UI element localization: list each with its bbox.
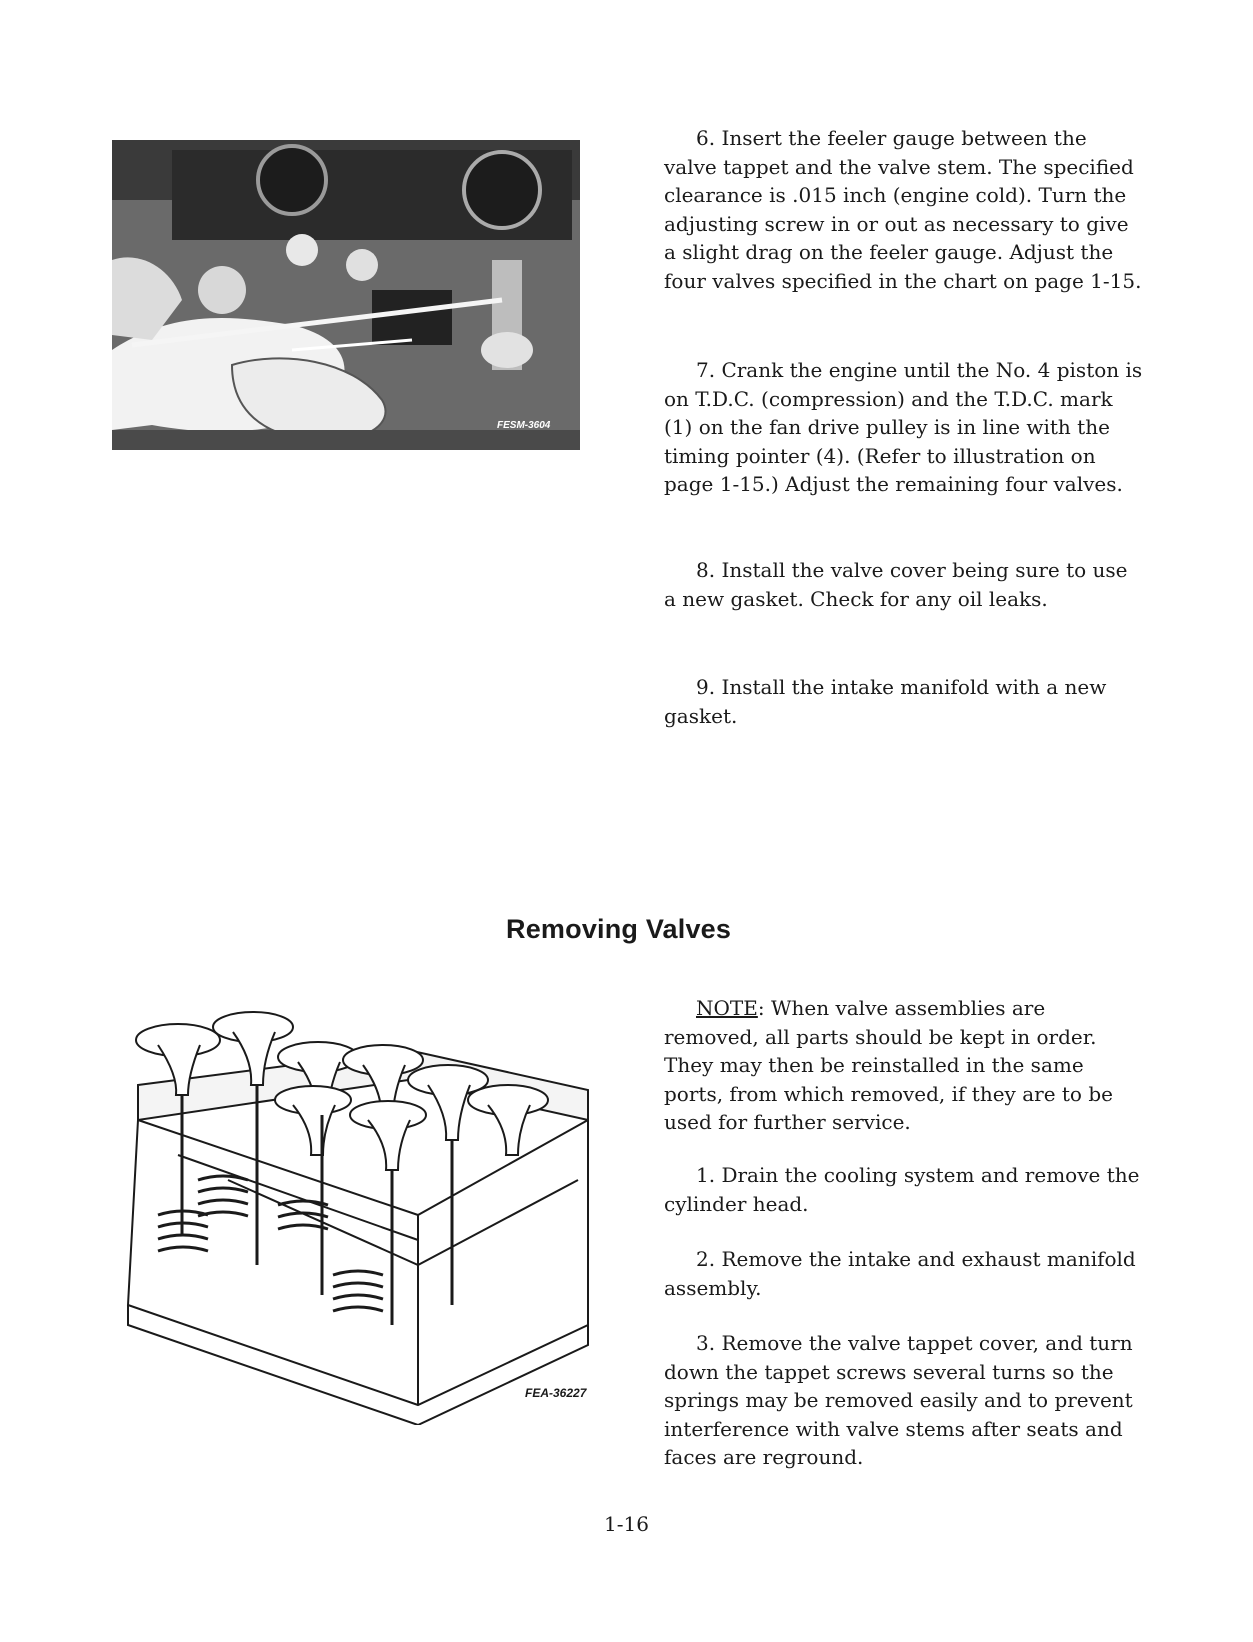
drawing-figure-label: FEA-36227 (525, 1386, 587, 1400)
show-through-text (150, 590, 590, 619)
step-7-text: 7. Crank the engine until the No. 4 piston is on T.D.C. (compression) and the T.D.C. mark (1) on the fan drive pulley is in line with the timing pointer (4). (Refer to illustration on page 1-15.) Adjust the remaining four valves. (664, 358, 1143, 496)
photo-figure-label: FESM-3604 (497, 420, 551, 431)
step-9-text: 9. Install the intake manifold with a new gasket. (664, 675, 1107, 728)
note-label: NOTE (696, 996, 758, 1020)
feeler-gauge-photo (112, 140, 580, 450)
page-number: 1-16 (604, 1512, 649, 1536)
section-heading: Removing Valves (506, 914, 732, 944)
step-8-text: 8. Install the valve cover being sure to use a new gasket. Check for any oil leaks. (664, 558, 1128, 611)
note-text (664, 994, 1134, 1137)
step-3-text: 3. Remove the valve tappet cover, and turn down the tappet screws several turns so the springs may be removed easily and to prevent interference with valve stems after seats and faces are reground. (664, 1331, 1133, 1469)
valve-rack-drawing (118, 1005, 608, 1425)
step-2-text: 2. Remove the intake and exhaust manifold assembly. (664, 1247, 1136, 1300)
step-6-text: 6. Insert the feeler gauge between the valve tappet and the valve stem. The specified clearance is .015 inch (engine cold). Turn the adjusting screw in or out as necessary to give a slight drag on the feeler gauge. Adjust the four valves specified in the chart on page 1-15. (664, 126, 1142, 293)
step-1-text: 1. Drain the cooling system and remove the cylinder head. (664, 1163, 1140, 1216)
note-body: : When valve assemblies are removed, all parts should be kept in order. They may then be reinstalled in the same ports, from which removed, if they are to be used for further service. (664, 996, 1113, 1134)
